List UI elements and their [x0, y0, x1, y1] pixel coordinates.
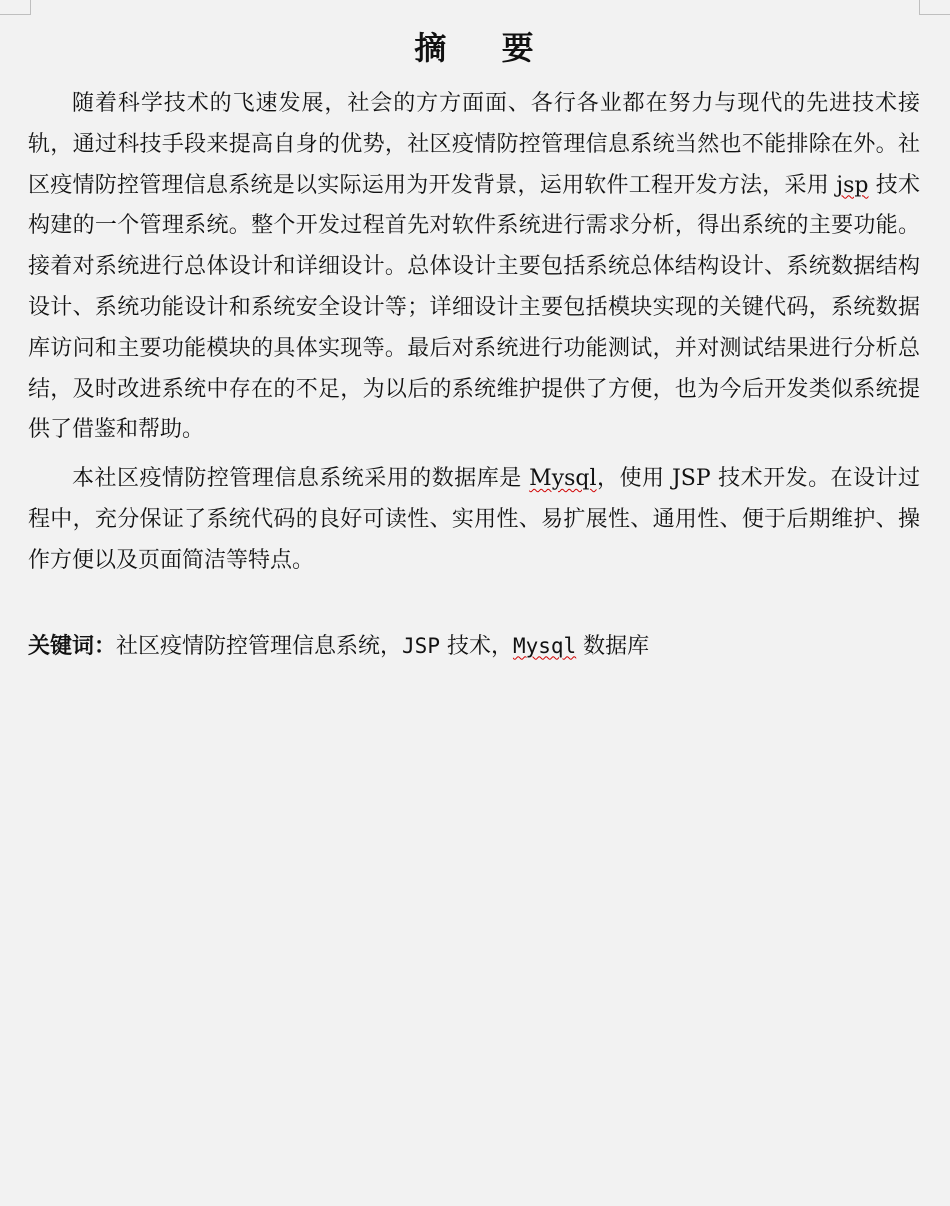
abstract-paragraph-2-text-a: 本社区疫情防控管理信息系统采用的数据库是: [72, 466, 530, 492]
keywords-text-jsp: JSP: [402, 633, 440, 658]
page-corner-mark-right: [919, 0, 950, 15]
abstract-paragraph-1-text-b: 技术构建的一个管理系统。整个开发过程首先对软件系统进行需求分析，得出系统的主要功能。接着对系统进行总体设计和详细设计。总体设计主要包括系统总体结构设计、系统数据结构设计、系统功能设计和系统安全设计等；详细设计主要包括模块实现的关键代码，系统数据库访问和主要功能模块的具体实现等。最后对系统进行功能测试，并对测试结果进行分析总结，及时改进系统中存在的不足，为以后的系统维护提供了方便，也为今后开发类似系统提供了借鉴和帮助。: [28, 172, 920, 443]
spellcheck-keyword-mysql[interactable]: Mysql: [512, 633, 577, 658]
abstract-paragraph-2: [28, 459, 920, 581]
spellcheck-word-mysql[interactable]: Mysql: [529, 466, 597, 492]
abstract-paragraph-1: [28, 84, 920, 451]
abstract-paragraph-2-text-b: ，使用 JSP 技术开发。在设计过程中，充分保证了系统代码的良好可读性、实用性、易扩展性、通用性、便于后期维护、操作方便以及页面简洁等特点。: [28, 466, 921, 573]
keywords-text-3: 技术，: [439, 633, 513, 659]
document-page-body: [28, 24, 920, 667]
keywords-label: 关键词：: [28, 633, 117, 659]
keywords-line: [28, 626, 920, 667]
page-corner-mark-left: [0, 0, 31, 15]
abstract-paragraph-1-text-a: 随着科学技术的飞速发展，社会的方方面面、各行各业都在努力与现代的先进技术接轨，通过科技手段来提高自身的优势，社区疫情防控管理信息系统当然也不能排除在外。社区疫情防控管理信息系统是以实际运用为开发背景，运用软件工程开发方法，采用: [28, 91, 920, 198]
spellcheck-word-jsp[interactable]: jsp: [836, 172, 869, 198]
abstract-title: 摘 要: [414, 29, 556, 67]
keywords-text-5: 数据库: [576, 633, 650, 659]
keywords-text-1: 社区疫情防控管理信息系统，: [116, 633, 403, 659]
